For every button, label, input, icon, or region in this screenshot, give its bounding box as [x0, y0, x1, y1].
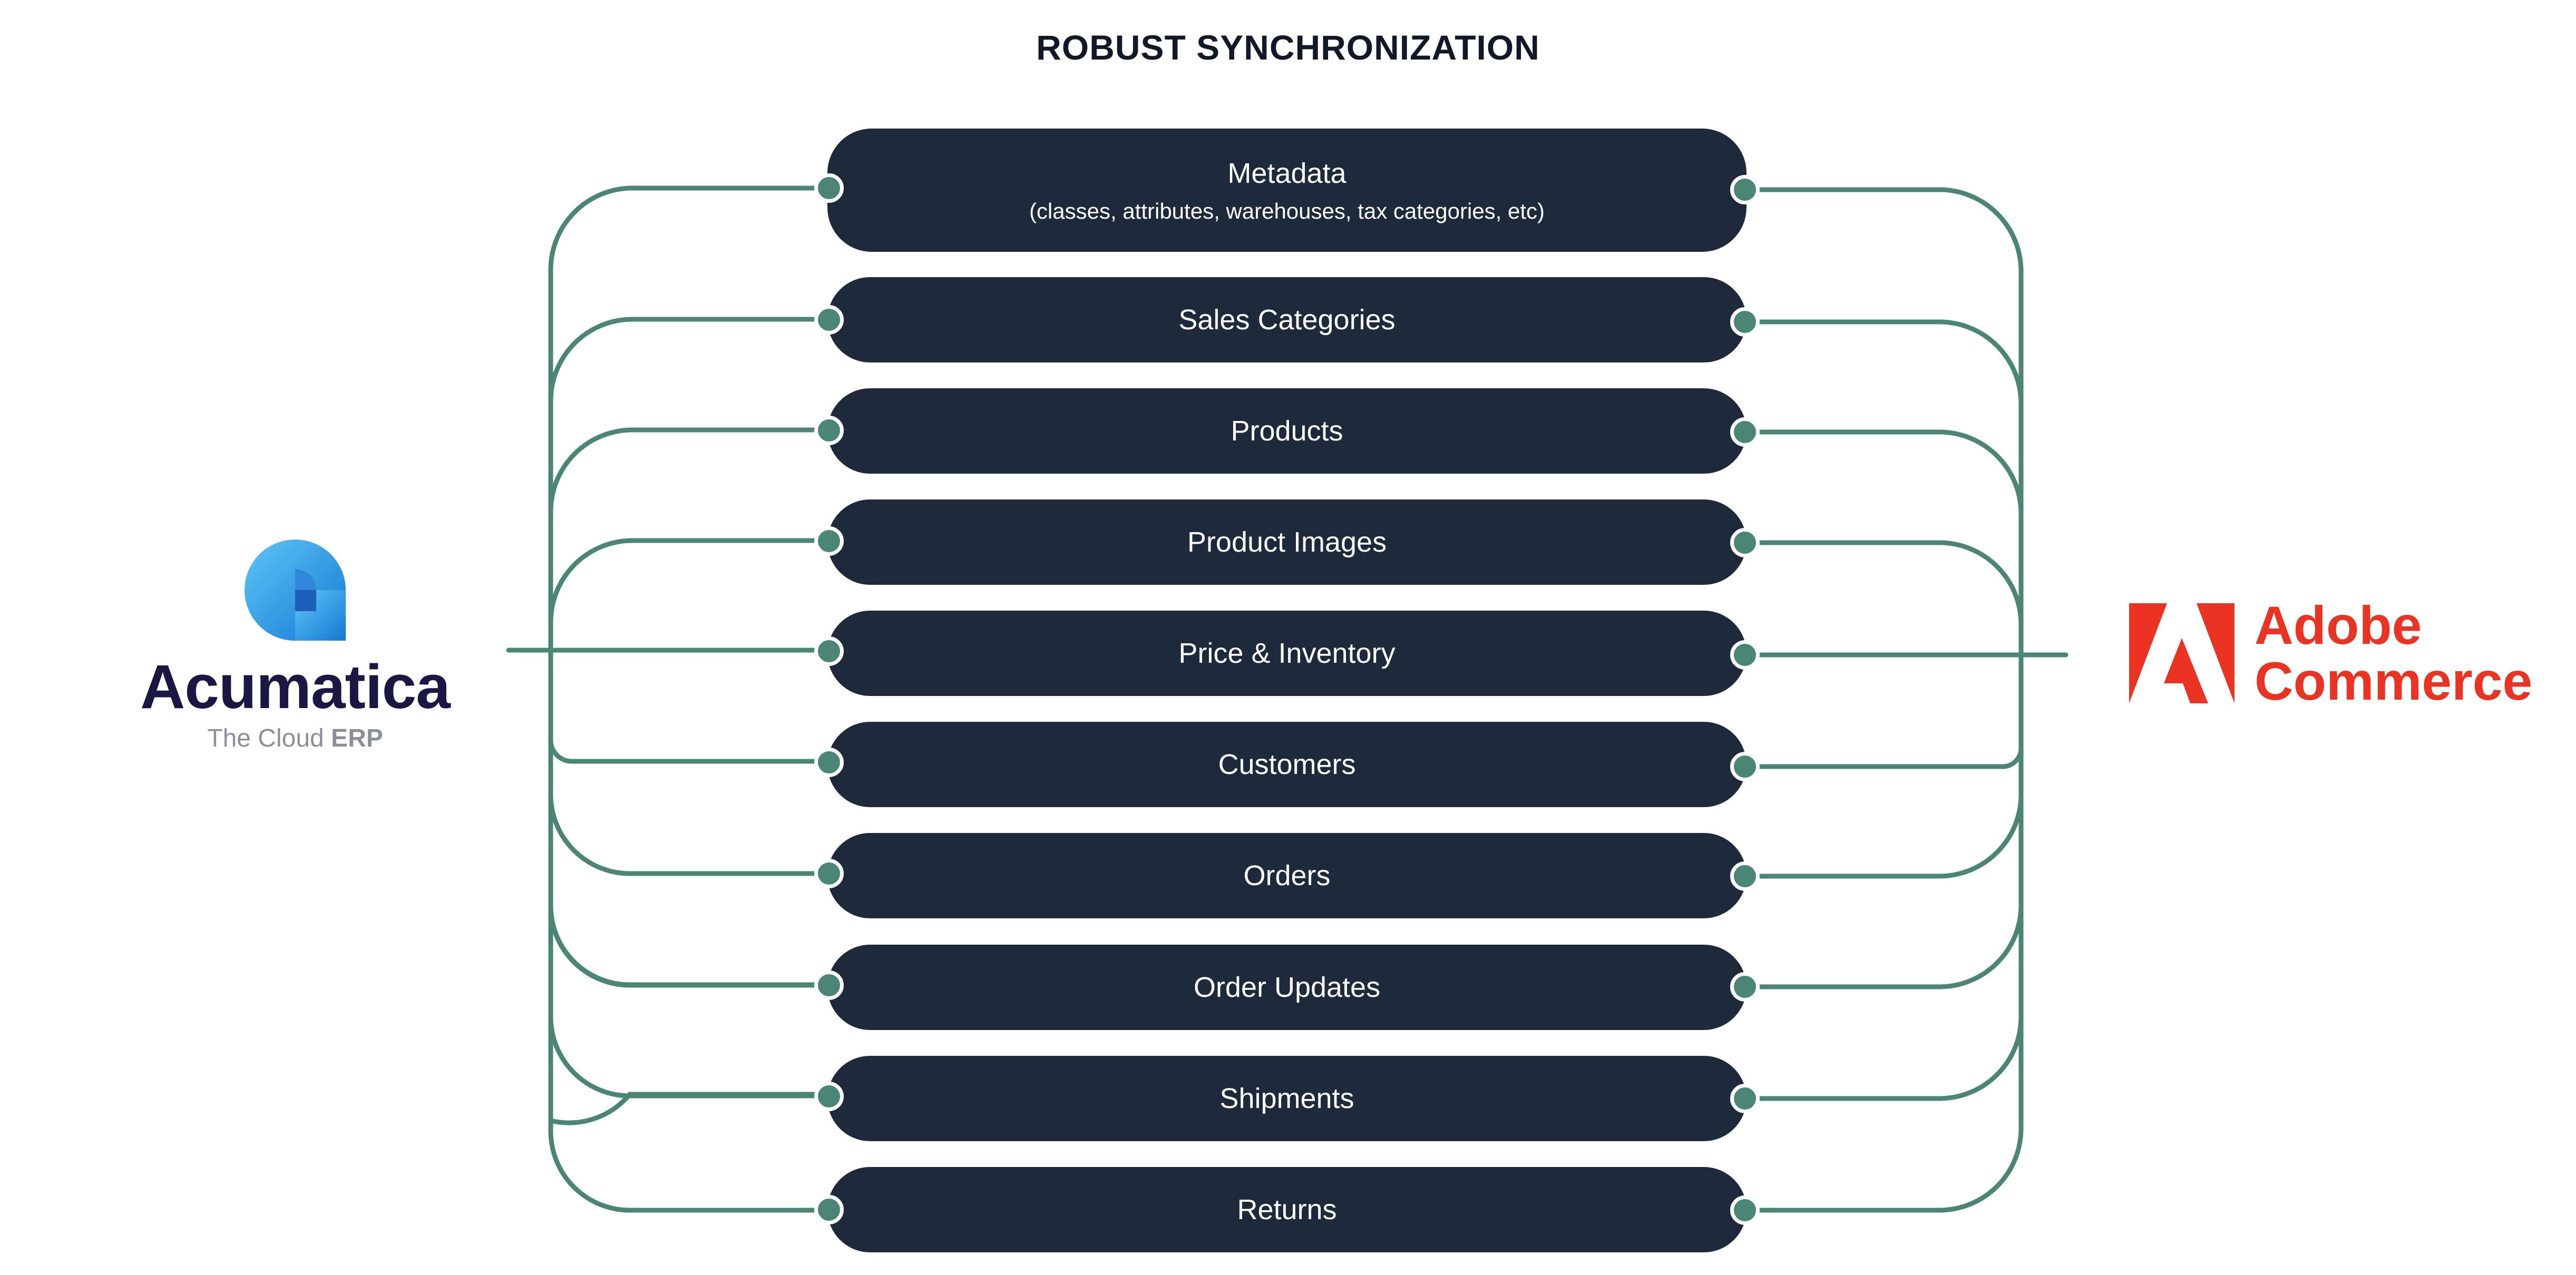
connector-right-shipments	[1745, 1017, 2021, 1099]
acumatica-tagline	[132, 724, 458, 753]
connector-left-metadata	[551, 188, 829, 761]
sync-item-shipments	[827, 1056, 1746, 1141]
connector-dot-right	[1730, 752, 1760, 781]
connector-dot-right	[1730, 175, 1760, 204]
connector-left-sales-categories	[551, 319, 829, 1210]
connector-dot-right	[1730, 861, 1760, 891]
adobe-commerce-brand	[2129, 595, 2533, 711]
connector-right-metadata	[1745, 190, 2021, 767]
connector-dot-right	[1730, 972, 1760, 1002]
connector-dot-left	[814, 1082, 844, 1111]
sync-item-returns	[827, 1167, 1746, 1252]
connector-dot-right	[1730, 417, 1760, 447]
sync-item-product-images	[827, 499, 1746, 585]
connector-dot-left	[814, 970, 844, 1000]
connector-dot-left	[814, 1195, 844, 1224]
sync-item-label: Returns	[1237, 1193, 1337, 1225]
connector-left-order-updates	[551, 906, 829, 985]
sync-item-label: Products	[1231, 415, 1343, 447]
acumatica-tagline-erp: ERP	[331, 724, 383, 752]
connector-dot-left	[814, 859, 844, 888]
connector-dot-right	[1730, 307, 1760, 337]
connector-right-product-images	[1745, 543, 2021, 876]
adobe-line1: Adobe	[2255, 595, 2422, 655]
sync-item-sales-categories	[827, 277, 1746, 362]
sync-item-label: Price & Inventory	[1178, 637, 1396, 669]
sync-item-label: Sales Categories	[1178, 303, 1396, 336]
connector-dot-left	[814, 526, 844, 556]
acumatica-tagline-prefix: The Cloud	[207, 724, 331, 752]
connector-dot-right	[1730, 1195, 1760, 1225]
connector-dot-right	[1730, 640, 1760, 670]
sync-item-customers	[827, 722, 1746, 807]
connector-dot-right	[1730, 1084, 1760, 1113]
acumatica-name: Acumatica	[140, 652, 450, 722]
sync-item-metadata	[827, 129, 1746, 252]
connector-left-orders	[551, 795, 829, 874]
connector-dot-left	[814, 636, 844, 666]
sync-item-products	[827, 388, 1746, 474]
connector-dot-right	[1730, 528, 1760, 557]
sync-item-label: Shipments	[1219, 1082, 1354, 1114]
sync-item-label: Metadata	[1227, 157, 1346, 189]
sync-item-label: Product Images	[1187, 526, 1387, 558]
commerce-line2: Commerce	[2255, 651, 2533, 711]
connector-right-products	[1745, 432, 2021, 987]
sync-item-sublabel: (classes, attributes, warehouses, tax categories, etc)	[1029, 199, 1545, 224]
adobe-logo-icon	[2129, 603, 2235, 703]
sync-item-orders	[827, 833, 1746, 918]
connector-dot-left	[814, 173, 844, 203]
connector-left-products	[551, 430, 829, 1123]
connector-dot-left	[814, 416, 844, 445]
acumatica-brand	[132, 537, 458, 753]
sync-item-price-inventory	[827, 611, 1746, 696]
sync-item-label: Order Updates	[1193, 971, 1381, 1003]
sync-item-label: Orders	[1243, 859, 1331, 891]
connector-dot-left	[814, 748, 844, 777]
sync-item-order-updates	[827, 945, 1746, 1030]
connector-dot-left	[814, 305, 844, 335]
connector-left-shipments	[551, 1017, 829, 1096]
sync-item-label: Customers	[1218, 748, 1356, 780]
acumatica-logo-icon	[242, 537, 348, 643]
diagram-title: ROBUST SYNCHRONIZATION	[1036, 28, 1540, 67]
